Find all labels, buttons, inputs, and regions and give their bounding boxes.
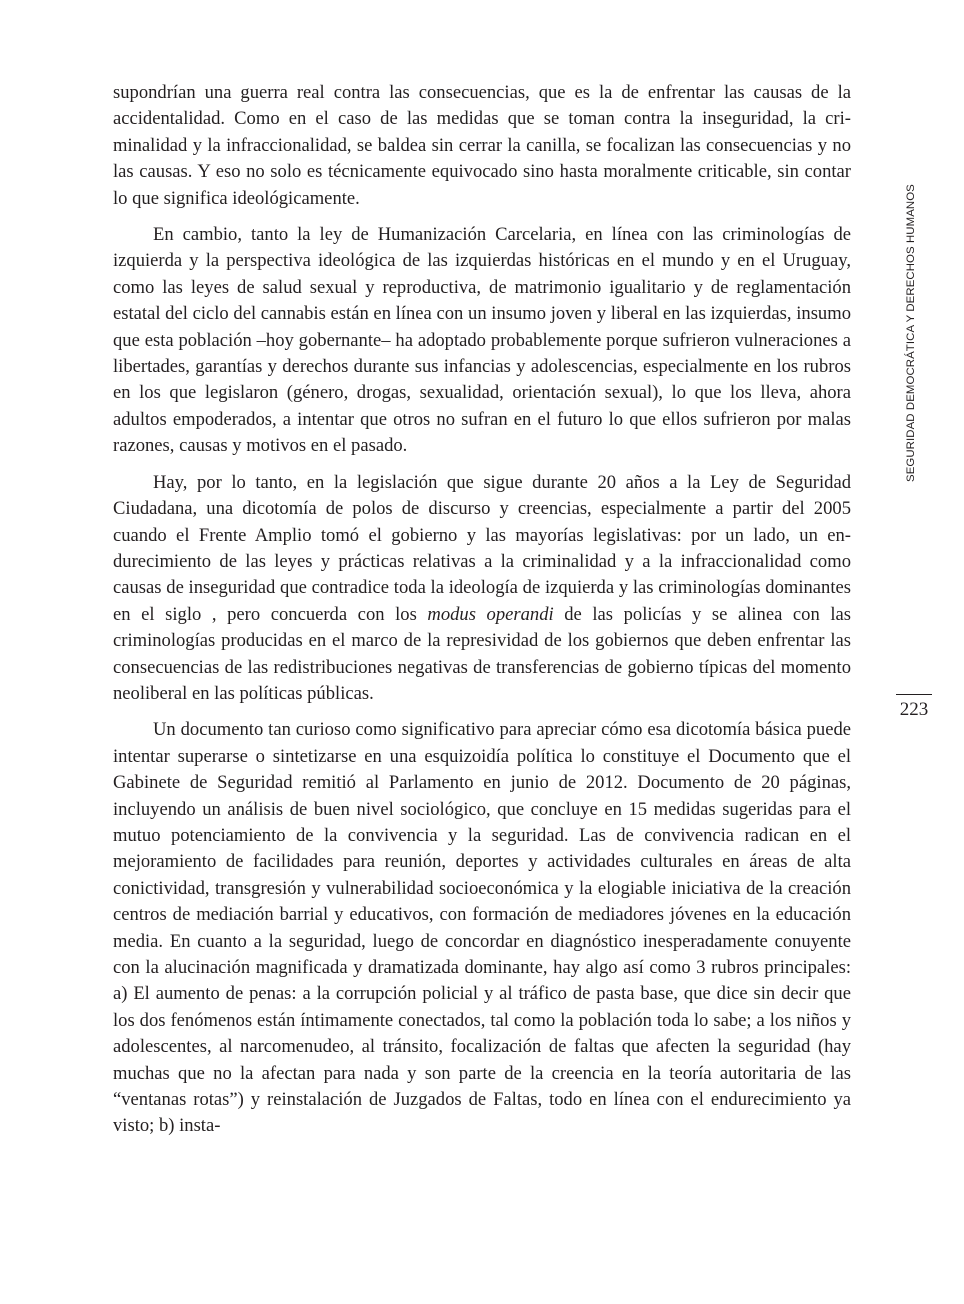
page-number-rule [896, 694, 932, 695]
paragraph-2: En cambio, tanto la ley de Humanización Carcelaria, en línea con las criminologías de izquierda y la perspectiva ideológica de las izquierdas históricas en el mundo y en el Uruguay, como las leyes de salud sexual y reproductiva, de matrimonio igualitario y de reglamentación estatal del ciclo del cannabis están en línea con un insumo joven y liberal en las izquierdas, insumo que esta población –hoy gobernante– ha adoptado probablemente porque sufrieron vulneraciones a libertades, garantías y derechos durante sus infancias y adolescencias, especialmente en los rubros en los que legislaron (género, drogas, sexualidad, orientación sexual), lo que los lleva, ahora adultos empoderados, a intentar que otros no sufran en el futuro lo que ellos sufrieron por malas razones, causas y motivos en el pasado. [113, 224, 851, 457]
paragraph-4: Un documento tan curioso como significativo para apreciar cómo esa dicotomía básica puede intentar superarse o sintetizarse en una esquizoidía política lo constituye el Documento que el Gabinete de Seguridad remitió al Parlamento en junio de 2012. Documento de 20 páginas, incluyendo un análisis de buen nivel sociológico, que concluye en 15 medidas sugeridas para el mutuo potenciamiento de la convivencia y la seguridad. Las de convivencia radican en el mejoramiento de facilidades para reunión, deportes y actividades culturales en áreas de alta conictividad, transgresión y vulnerabilidad socioeconómica y la elogiable iniciativa de la creación centros de mediación barrial y educativos, con formación de mediadores jóvenes en la educación media. En cuanto a la seguridad, luego de concordar en diagnóstico inesperadamente conuyente con la alucinación magnificada y dramatizada dominante, hay algo así como 3 rubros principales: a) El aumento de penas: a la corrupción policial y al tráfico de pasta base, que dice sin decir que los dos fenómenos están íntimamente conectados, tal como la población toda lo sabe; a los niños y adolescentes, al narcomenudeo, al tránsito, focalización de faltas que afecten la seguridad (hay muchas que no la afectan para nada y son parte de la creencia en la teoría autoritaria de las “ventanas rotas”) y reinstalación de Juzgados de Faltas, todo en línea con el endurecimiento ya visto; b) insta- [113, 719, 851, 1137]
running-head [903, 166, 921, 482]
paragraph-3-text-b: , pero concuerda con los [211, 603, 428, 625]
paragraph-1: supondrían una guerra real contra las consecuencias, que es la de enfrentar las causas de la accidentalidad. Como en el caso de las medidas que se toman contra la inseguridad, la criminalidad y la infraccionalidad, se baldea sin cerrar la canilla, se focalizan las consecuencias y no las causas. Y eso no solo es técnicamente equivocado sino hasta moralmente criticable, sin contar lo que significa ideológicamente. [113, 82, 851, 209]
paragraph-3-text-c: de las policías y se alinea con las criminologías producidas en el marco de la represividad de los gobiernos que deben enfrentar las consecuencias de las redistribuciones negativas de transferencias de gobierno típicas del momento neoliberal en las políticas públicas. [113, 603, 852, 704]
page-body [113, 80, 851, 1150]
running-head-text: SEGURIDAD DEMOCRÁTICA Y DERECHOS HUMANOS [905, 184, 917, 482]
paragraph-3-text-a: Hay, por lo tanto, en la legislación que sigue durante 20 años a la Ley de Seguridad Ciudadana, una dicotomía de polos de discurso y creencias, especialmente a partir del 2005 cuando el Frente Amplio tomó el gobierno y las mayorías legislativas: por un lado, un endurecimiento de las leyes y prácticas relativas a la criminalidad y a la infraccionalidad como causas de inseguridad que contradice toda la ideología de izquierda y las criminologías dominantes en el siglo [113, 471, 851, 625]
paragraph-3 [113, 470, 851, 708]
page-number: 223 [899, 699, 929, 720]
italic-term: modus operandi [427, 603, 554, 625]
